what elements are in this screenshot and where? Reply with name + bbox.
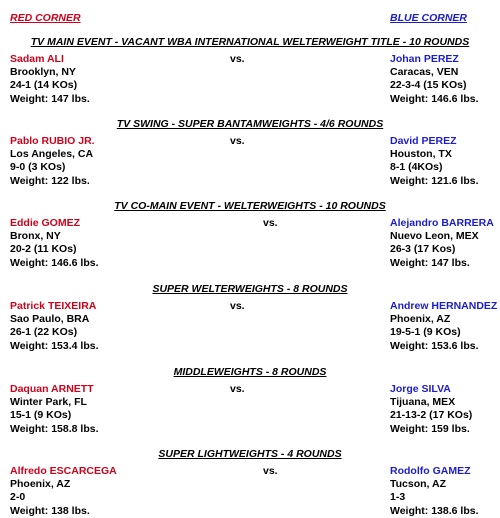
fighter-weight: Weight: 159 lbs. bbox=[390, 422, 470, 435]
bout-title: SUPER WELTERWEIGHTS - 8 ROUNDS bbox=[152, 283, 348, 295]
fighter-name: Alejandro BARRERA bbox=[390, 217, 494, 229]
fighter-hometown: Tucson, AZ bbox=[390, 478, 446, 491]
fighter-name: Pablo RUBIO JR. bbox=[10, 135, 95, 147]
fighter-record: 9-0 (3 KOs) bbox=[10, 161, 66, 174]
fighter-name: Eddie GOMEZ bbox=[10, 217, 81, 229]
red-fighter bbox=[10, 135, 95, 188]
red-corner-header: RED CORNER bbox=[10, 12, 81, 24]
fighter-record: 8-1 (4KOs) bbox=[390, 161, 443, 174]
fighter-weight: Weight: 153.4 lbs. bbox=[10, 339, 99, 352]
fighter-weight: Weight: 138 lbs. bbox=[10, 504, 90, 517]
fighter-hometown: Nuevo Leon, MEX bbox=[390, 230, 479, 243]
fighter-name: Rodolfo GAMEZ bbox=[390, 465, 471, 477]
red-fighter bbox=[10, 53, 90, 106]
blue-fighter bbox=[390, 465, 479, 518]
bout-title: TV MAIN EVENT - VACANT WBA INTERNATIONAL WELTERWEIGHT TITLE - 10 ROUNDS bbox=[30, 36, 470, 48]
blue-fighter bbox=[390, 383, 472, 436]
fighter-name: Johan PEREZ bbox=[390, 53, 459, 65]
vs-label: vs. bbox=[230, 300, 245, 312]
vs-label: vs. bbox=[263, 217, 278, 229]
vs-label: vs. bbox=[230, 53, 245, 65]
fighter-hometown: Sao Paulo, BRA bbox=[10, 313, 90, 326]
fighter-name: Alfredo ESCARCEGA bbox=[10, 465, 117, 477]
bout-title: SUPER LIGHTWEIGHTS - 4 ROUNDS bbox=[158, 448, 342, 460]
fighter-hometown: Winter Park, FL bbox=[10, 396, 87, 409]
fighter-weight: Weight: 153.6 lbs. bbox=[390, 339, 479, 352]
fighter-weight: Weight: 147 lbs. bbox=[10, 92, 90, 105]
fighter-record: 1-3 bbox=[390, 491, 406, 504]
fighter-hometown: Houston, TX bbox=[390, 148, 452, 161]
fighter-weight: Weight: 121.6 lbs. bbox=[390, 174, 479, 187]
fighter-weight: Weight: 147 lbs. bbox=[390, 256, 470, 269]
fighter-weight: Weight: 158.8 lbs. bbox=[10, 422, 99, 435]
fighter-record: 26-3 (17 Kos) bbox=[390, 243, 456, 256]
fighter-record: 19-5-1 (9 KOs) bbox=[390, 326, 461, 339]
fighter-weight: Weight: 146.6 lbs. bbox=[390, 92, 479, 105]
fighter-record: 20-2 (11 KOs) bbox=[10, 243, 77, 256]
fighter-record: 24-1 (14 KOs) bbox=[10, 79, 78, 92]
fighter-hometown: Los Angeles, CA bbox=[10, 148, 94, 161]
vs-label: vs. bbox=[230, 135, 245, 147]
fighter-name: Daquan ARNETT bbox=[10, 383, 94, 395]
blue-fighter bbox=[390, 217, 494, 270]
fighter-record: 21-13-2 (17 KOs) bbox=[390, 409, 473, 422]
bout-title: MIDDLEWEIGHTS - 8 ROUNDS bbox=[173, 366, 327, 378]
vs-label: vs. bbox=[263, 465, 278, 477]
fighter-name: Patrick TEIXEIRA bbox=[10, 300, 97, 312]
fighter-record: 22-3-4 (15 KOs) bbox=[390, 79, 467, 92]
blue-fighter bbox=[390, 135, 479, 188]
fighter-record: 26-1 (22 KOs) bbox=[10, 326, 78, 339]
bout-title: TV CO-MAIN EVENT - WELTERWEIGHTS - 10 ROUNDS bbox=[114, 200, 386, 212]
fighter-name: David PEREZ bbox=[390, 135, 457, 147]
fighter-hometown: Tijuana, MEX bbox=[390, 396, 456, 409]
fighter-record: 15-1 (9 KOs) bbox=[10, 409, 72, 422]
fighter-weight: Weight: 122 lbs. bbox=[10, 174, 90, 187]
vs-label: vs. bbox=[230, 383, 245, 395]
bout-title: TV SWING - SUPER BANTAMWEIGHTS - 4/6 ROUNDS bbox=[116, 118, 384, 130]
fighter-hometown: Brooklyn, NY bbox=[10, 66, 76, 79]
fighter-weight: Weight: 138.6 lbs. bbox=[390, 504, 479, 517]
fighter-weight: Weight: 146.6 lbs. bbox=[10, 256, 99, 269]
blue-corner-header: BLUE CORNER bbox=[390, 12, 468, 24]
blue-fighter bbox=[390, 300, 497, 353]
fighter-record: 2-0 bbox=[10, 491, 26, 504]
fighter-name: Jorge SILVA bbox=[390, 383, 451, 395]
fighter-name: Andrew HERNANDEZ bbox=[390, 300, 498, 312]
fighter-hometown: Phoenix, AZ bbox=[10, 478, 71, 491]
fighter-hometown: Caracas, VEN bbox=[390, 66, 459, 79]
red-fighter bbox=[10, 383, 99, 436]
red-fighter bbox=[10, 465, 117, 518]
red-fighter bbox=[10, 217, 99, 270]
fighter-name: Sadam ALI bbox=[10, 53, 64, 65]
fighter-hometown: Bronx, NY bbox=[10, 230, 61, 243]
blue-fighter bbox=[390, 53, 479, 106]
fighter-hometown: Phoenix, AZ bbox=[390, 313, 451, 326]
red-fighter bbox=[10, 300, 99, 353]
